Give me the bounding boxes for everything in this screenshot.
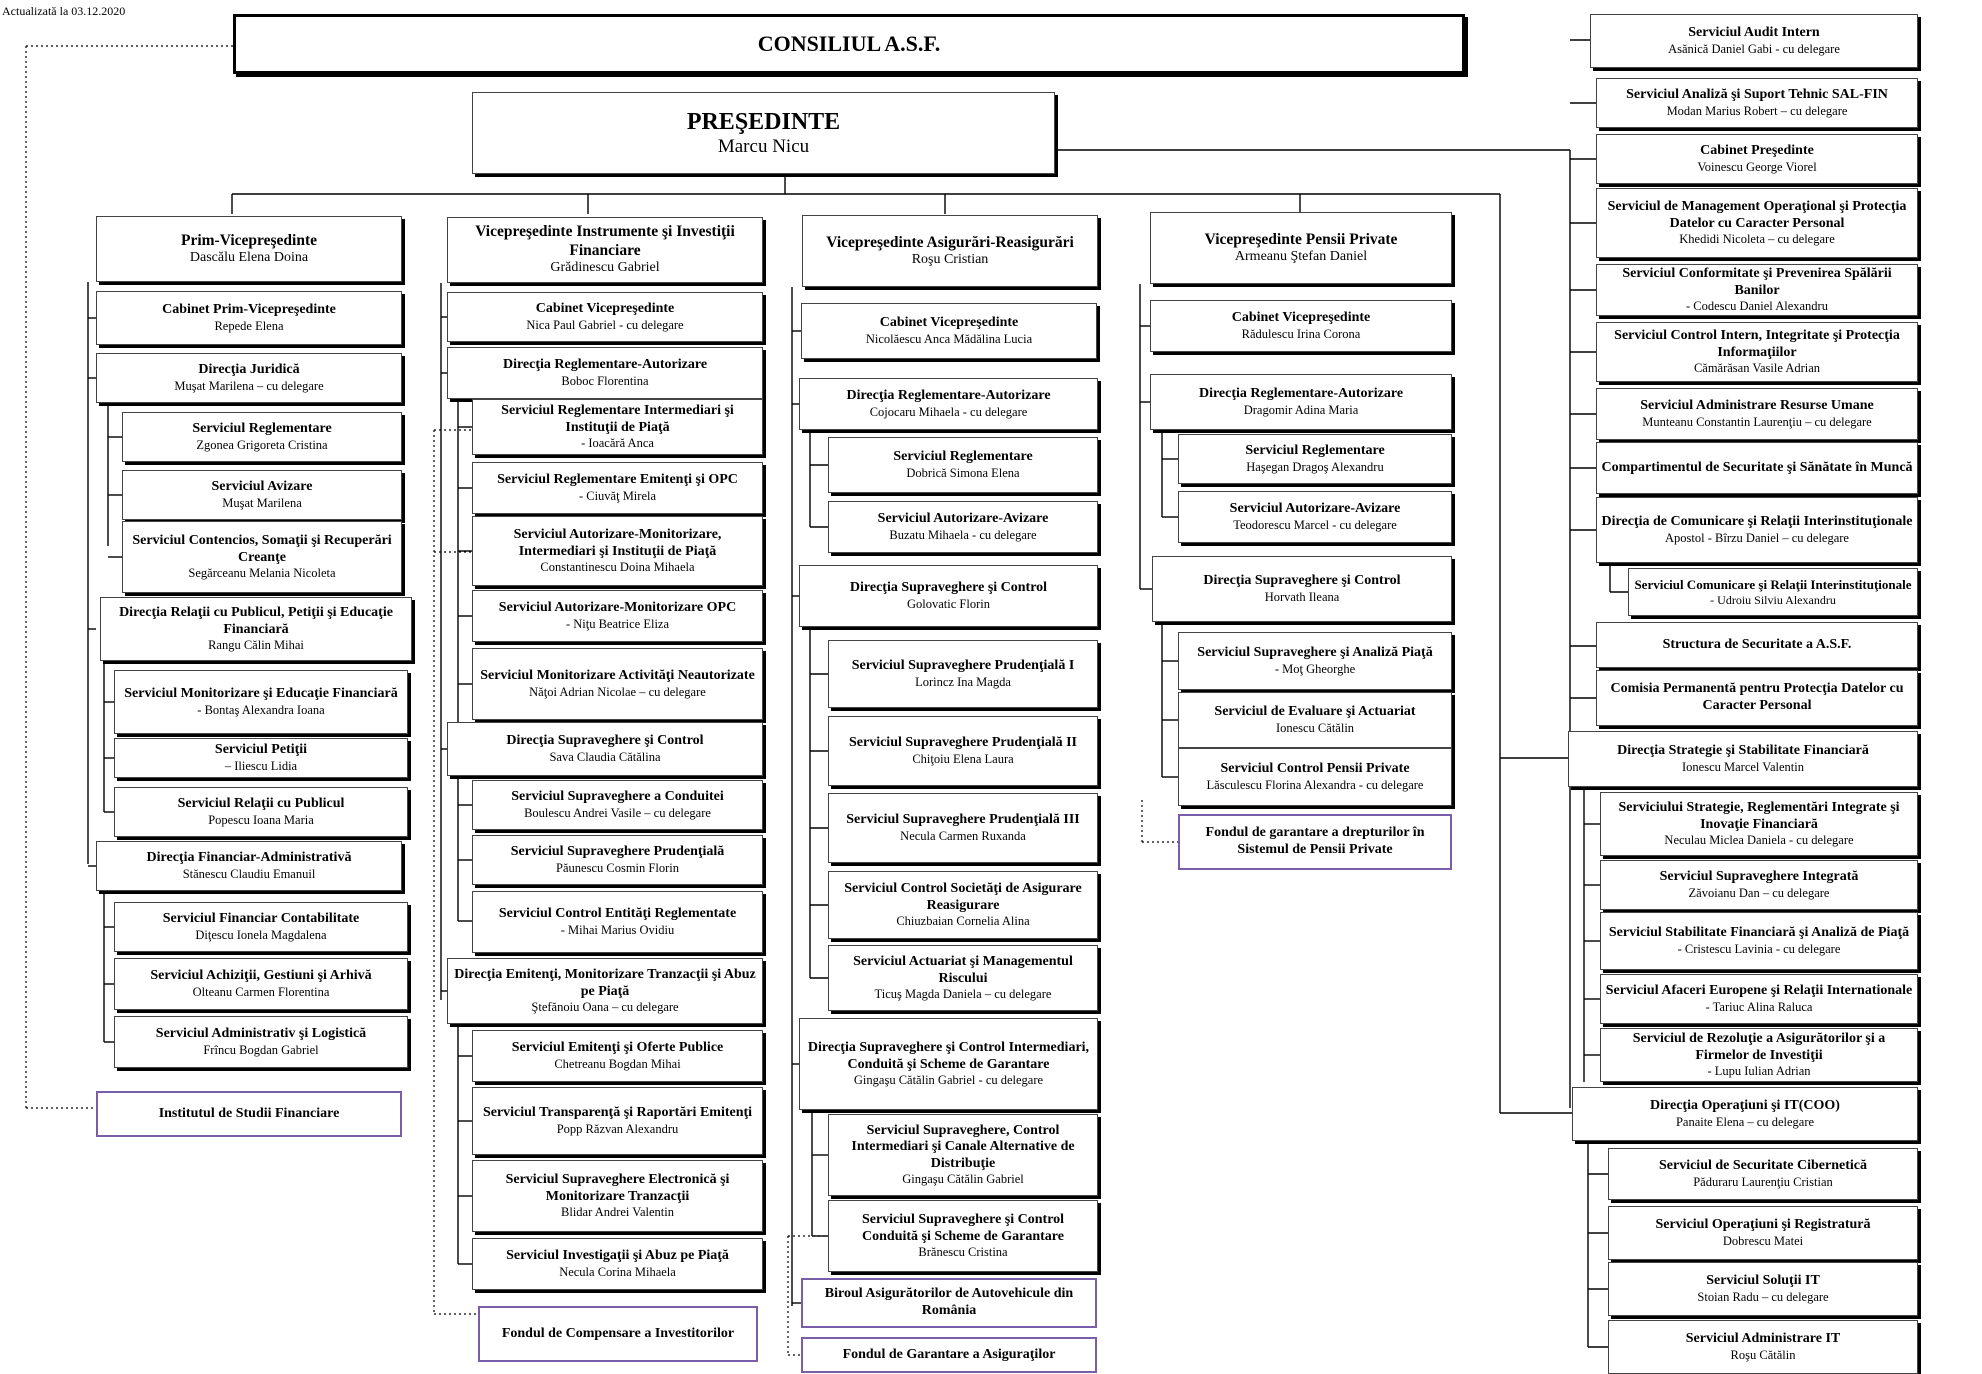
unit-head: Diţescu Ionela Magdalena: [195, 927, 327, 942]
unit-head: Ionescu Cătălin: [1275, 720, 1355, 735]
unit-head: Frîncu Bogdan Gabriel: [203, 1042, 319, 1057]
unit-title: Serviciul Actuariat şi Managementul Riscului: [853, 954, 1073, 986]
col1-unit-box: [96, 216, 402, 282]
unit-head: Dobrică Simona Elena: [906, 465, 1020, 480]
unit-head: Cojocaru Mihaela - cu delegare: [869, 404, 1028, 419]
unit-title: Serviciul Administrare IT: [1685, 1331, 1841, 1347]
unit-head: Năţoi Adrian Nicolae – cu delegare: [529, 684, 706, 699]
unit-head: Necula Carmen Ruxanda: [900, 828, 1026, 843]
unit-head: - Lupu Iulian Adrian: [1707, 1064, 1811, 1079]
unit-title: Direcţia Financiar-Administrativă: [146, 850, 352, 866]
unit-title: Fondul de Garantare a Asiguraţilor: [842, 1346, 1056, 1362]
unit-title: Comisia Permanentă pentru Protecţia Datelor cu Caracter Personal: [1610, 681, 1904, 713]
col2-unit-box: [472, 399, 763, 455]
col5-unit-box: [1596, 322, 1918, 382]
unit-head: Stănescu Claudiu Emanuil: [182, 866, 316, 881]
col4-unit-box: [1178, 748, 1452, 806]
unit-title: Serviciul Control Pensii Private: [1220, 761, 1410, 777]
unit-head: Panaite Elena – cu delegare: [1675, 1114, 1815, 1129]
unit-title: Serviciul Supraveghere a Conduitei: [511, 789, 724, 805]
unit-title: Serviciul Autorizare-Avizare: [877, 511, 1049, 527]
unit-head: - Moţ Gheorghe: [1274, 661, 1356, 676]
unit-title: Fondul de garantare a drepturilor în Sistemul de Pensii Private: [1205, 825, 1425, 857]
unit-title: Biroul Asigurătorilor de Autovehicule din România: [824, 1286, 1074, 1318]
unit-head: Păunescu Cosmin Florin: [556, 860, 679, 875]
col3-unit-box: [799, 565, 1098, 627]
unit-head: - Mihai Marius Ovidiu: [560, 922, 675, 937]
col3-unit-box: [828, 1200, 1098, 1272]
unit-head: Gingaşu Cătălin Gabriel: [902, 1172, 1024, 1187]
unit-head: - Ciuvăţ Mirela: [578, 488, 657, 503]
unit-head: Popp Răzvan Alexandru: [556, 1121, 679, 1136]
col5-unit-box: [1596, 188, 1918, 258]
unit-title: Cabinet Vicepreşedinte: [879, 315, 1019, 331]
col2-unit-box: [478, 1306, 758, 1362]
col5-unit-box: [1628, 568, 1918, 616]
unit-title: Direcţia de Comunicare şi Relaţii Interinstituţionale: [1601, 514, 1913, 530]
col1-unit-box: [114, 958, 408, 1010]
unit-head: Olteanu Carmen Florentina: [192, 984, 330, 999]
unit-title: Direcţia Reglementare-Autorizare: [1198, 386, 1404, 402]
unit-head: - Bontaş Alexandra Ioana: [197, 702, 325, 717]
unit-head: - Udroiu Silviu Alexandru: [1710, 592, 1836, 607]
unit-head: Dascălu Elena Doina: [189, 249, 309, 265]
col1-unit-box: [100, 597, 412, 661]
unit-title: Serviciul Control Societăţi de Asigurare Reasigurare: [844, 881, 1082, 913]
unit-head: Buzatu Mihaela - cu delegare: [889, 527, 1037, 542]
col1-unit-box: [114, 670, 408, 734]
col3-unit-box: [828, 793, 1098, 863]
unit-head: Voinescu George Viorel: [1697, 159, 1817, 174]
col2-unit-box: [472, 780, 763, 830]
col2-unit-box: [472, 1030, 763, 1082]
unit-title: Direcţia Operaţiuni şi IT(COO): [1650, 1098, 1840, 1114]
unit-head: Dobrescu Matei: [1722, 1233, 1804, 1248]
col1-unit-box: [122, 470, 402, 520]
col2-unit-box: [447, 217, 763, 283]
unit-head: Sava Claudia Cătălina: [549, 749, 661, 764]
unit-title: Serviciul Comunicare şi Relaţii Interinstituţionale: [1634, 577, 1912, 593]
unit-head: – Iliescu Lidia: [224, 758, 298, 773]
col2-unit-box: [472, 891, 763, 953]
unit-title: Serviciul Afaceri Europene şi Relaţii Internationale: [1605, 983, 1913, 999]
col5-unit-box: [1608, 1262, 1918, 1316]
col3-unit-box: [828, 437, 1098, 493]
unit-head: Horvath Ileana: [1264, 589, 1340, 604]
col2-unit-box: [447, 958, 763, 1024]
unit-title: Serviciul Supraveghere Prudenţială II: [848, 735, 1078, 751]
col3-unit-box: [828, 501, 1098, 553]
president-name: Marcu Nicu: [717, 135, 810, 157]
col3-unit-box: [828, 945, 1098, 1011]
col1-unit-box: [96, 841, 402, 891]
unit-head: Haşegan Dragoş Alexandru: [1246, 459, 1384, 474]
col4-unit-box: [1178, 632, 1452, 690]
unit-title: Direcţia Supraveghere şi Control: [1203, 573, 1401, 589]
unit-title: Serviciul Contencios, Somaţii şi Recuperări Creanţe: [132, 533, 392, 565]
unit-title: Serviciul Reglementare: [1245, 443, 1385, 459]
unit-head: Ionescu Marcel Valentin: [1682, 759, 1804, 774]
unit-title: Serviciul Soluţii IT: [1706, 1273, 1820, 1289]
col1-unit-box: [114, 738, 408, 778]
col5-unit-box: [1596, 134, 1918, 184]
col1-unit-box: [114, 902, 408, 952]
col3-unit-box: [828, 640, 1098, 708]
col5-unit-box: [1608, 1320, 1918, 1374]
unit-head: Cămărăsan Vasile Adrian: [1693, 361, 1821, 376]
unit-title: Serviciul Supraveghere Electronică şi Monitorizare Tranzacţii: [505, 1172, 730, 1204]
unit-title: Direcţia Reglementare-Autorizare: [502, 357, 708, 373]
col2-unit-box: [447, 292, 763, 342]
col5-unit-box: [1596, 670, 1918, 726]
unit-title: Direcţia Supraveghere şi Control Intermediari, Conduită şi Scheme de Garantare: [807, 1040, 1090, 1072]
unit-title: Compartimentul de Securitate şi Sănătate în Muncă: [1601, 459, 1913, 475]
col2-unit-box: [472, 1160, 763, 1232]
col5-unit-box: [1590, 14, 1918, 68]
unit-head: Constantinescu Doina Mihaela: [540, 560, 695, 575]
col2-unit-box: [472, 835, 763, 885]
unit-title: Serviciul Reglementare: [192, 421, 332, 437]
unit-title: Serviciul Autorizare-Monitorizare, Intermediari şi Instituţii de Piaţă: [513, 527, 722, 559]
unit-title: Serviciului Strategie, Reglementări Integrate şi Inovaţie Financiară: [1618, 800, 1900, 832]
unit-head: Roşu Cătălin: [1730, 1347, 1796, 1362]
president-title: PREŞEDINTE: [686, 108, 841, 135]
unit-title: Serviciul Financiar Contabilitate: [162, 911, 360, 927]
president-box: [472, 92, 1055, 174]
unit-head: Repede Elena: [214, 318, 284, 333]
unit-head: - Codescu Daniel Alexandru: [1686, 299, 1828, 314]
unit-title: Serviciul Reglementare Intermediari şi Instituţii de Piaţă: [501, 403, 734, 435]
unit-title: Direcţia Emitenţi, Monitorizare Tranzacţii şi Abuz pe Piaţă: [454, 967, 756, 999]
unit-title: Serviciul Supraveghere, Control Intermediari şi Canale Alternative de Distribuţie: [851, 1122, 1075, 1171]
col3-unit-box: [802, 215, 1098, 287]
col5-unit-box: [1596, 264, 1918, 316]
unit-head: Armeanu Ştefan Daniel: [1234, 248, 1368, 264]
unit-head: Grădinescu Gabriel: [550, 260, 660, 276]
col2-unit-box: [472, 648, 763, 720]
unit-title: Fondul de Compensare a Investitorilor: [501, 1325, 735, 1341]
unit-head: Muşat Marilena: [222, 495, 302, 510]
unit-title: Vicepreşedinte Pensii Private: [1204, 230, 1398, 248]
unit-title: Serviciul Analiză şi Suport Tehnic SAL-FIN: [1626, 87, 1888, 103]
unit-head: Chiţoiu Elena Laura: [912, 751, 1014, 766]
col2-unit-box: [472, 462, 763, 514]
unit-head: Stoian Radu – cu delegare: [1697, 1289, 1829, 1304]
unit-title: Serviciul Supraveghere Prudenţială I: [851, 658, 1075, 674]
col5-unit-box: [1596, 442, 1918, 494]
unit-head: Popescu Ioana Maria: [208, 812, 314, 827]
unit-title: Direcţia Supraveghere şi Control: [506, 733, 704, 749]
unit-title: Cabinet Prim-Vicepreşedinte: [162, 302, 336, 318]
unit-title: Serviciul de Management Operaţional şi Protecţia Datelor cu Caracter Personal: [1607, 199, 1907, 231]
unit-head: Boulescu Andrei Vasile – cu delegare: [524, 805, 711, 820]
unit-head: - Tariuc Alina Raluca: [1705, 999, 1813, 1014]
col4-unit-box: [1178, 434, 1452, 484]
col3-unit-box: [828, 716, 1098, 786]
col5-unit-box: [1596, 388, 1918, 440]
unit-title: Serviciul Achiziţii, Gestiuni şi Arhivă: [150, 968, 372, 984]
unit-head: Zgonea Grigoreta Cristina: [196, 437, 328, 452]
unit-title: Serviciul de Rezoluţie a Asigurătorilor şi a Firmelor de Investiţii: [1632, 1031, 1886, 1063]
unit-head: Zăvoianu Dan – cu delegare: [1688, 885, 1830, 900]
col4-unit-box: [1178, 692, 1452, 748]
unit-title: Serviciul Petiţii: [214, 742, 308, 758]
unit-head: Teodorescu Marcel - cu delegare: [1233, 517, 1397, 532]
unit-title: Serviciul Reglementare: [893, 449, 1033, 465]
unit-title: Serviciul Supraveghere Prudenţială: [510, 844, 725, 860]
unit-title: Serviciul Audit Intern: [1688, 25, 1820, 41]
col5-unit-box: [1568, 731, 1918, 787]
col5-unit-box: [1600, 912, 1918, 970]
unit-title: Serviciul Supraveghere Integrată: [1659, 869, 1859, 885]
col4-unit-box: [1150, 212, 1452, 284]
col3-unit-box: [801, 1278, 1097, 1328]
col2-unit-box: [447, 347, 763, 399]
col5-unit-box: [1596, 497, 1918, 563]
unit-head: Golovatic Florin: [907, 596, 990, 611]
unit-head: Asănică Daniel Gabi - cu delegare: [1668, 41, 1840, 56]
unit-title: Serviciul Operaţiuni şi Registratură: [1655, 1217, 1871, 1233]
unit-title: Cabinet Vicepreşedinte: [535, 301, 675, 317]
unit-title: Serviciul Monitorizare şi Educaţie Financiară: [124, 686, 398, 702]
col5-unit-box: [1600, 1028, 1918, 1082]
col5-unit-box: [1600, 860, 1918, 910]
col2-unit-box: [472, 590, 763, 642]
unit-title: Serviciul Administrativ şi Logistică: [155, 1026, 367, 1042]
col5-unit-box: [1608, 1206, 1918, 1260]
col1-unit-box: [96, 1091, 402, 1137]
unit-head: Boboc Florentina: [561, 373, 649, 388]
unit-title: Serviciul Emitenţi şi Oferte Publice: [511, 1040, 724, 1056]
unit-head: Modan Marius Robert – cu delegare: [1666, 103, 1848, 118]
unit-head: Khedidi Nicoleta – cu delegare: [1679, 232, 1835, 247]
unit-title: Serviciul Conformitate şi Prevenirea Spălării Banilor: [1622, 266, 1892, 298]
unit-title: Serviciul Transparenţă şi Raportări Emitenţi: [482, 1105, 753, 1121]
unit-head: Dragomir Adina Maria: [1243, 402, 1359, 417]
unit-head: - Ioacără Anca: [581, 436, 654, 451]
council-box: [233, 14, 1465, 74]
unit-head: Păduraru Laurenţiu Cristian: [1693, 1174, 1833, 1189]
unit-head: Ştefănoiu Oana – cu delegare: [531, 1000, 679, 1015]
unit-head: Nicolăescu Anca Mădălina Lucia: [865, 331, 1033, 346]
unit-head: Rădulescu Irina Corona: [1241, 326, 1361, 341]
col2-unit-box: [472, 516, 763, 586]
unit-head: Brănescu Cristina: [918, 1245, 1008, 1260]
col5-unit-box: [1608, 1148, 1918, 1200]
unit-head: Apostol - Bîrzu Daniel – cu delegare: [1665, 530, 1849, 545]
col3-unit-box: [801, 1337, 1097, 1373]
unit-title: Direcţia Supraveghere şi Control: [849, 580, 1048, 596]
col2-unit-box: [472, 1238, 763, 1290]
col4-unit-box: [1150, 374, 1452, 430]
unit-title: Serviciul Control Intern, Integritate şi Protecţia Informaţiilor: [1614, 328, 1900, 360]
unit-head: Gingaşu Cătălin Gabriel - cu delegare: [853, 1073, 1044, 1088]
col3-unit-box: [828, 1114, 1098, 1196]
col3-unit-box: [799, 1018, 1098, 1110]
unit-title: Serviciul Supraveghere Prudenţială III: [846, 812, 1080, 828]
col4-unit-box: [1178, 814, 1452, 870]
col1-unit-box: [96, 353, 402, 403]
unit-head: Roşu Cristian: [911, 251, 989, 267]
unit-title: Structura de Securitate a A.S.F.: [1662, 636, 1852, 652]
col1-unit-box: [122, 521, 402, 593]
unit-title: Serviciul Stabilitate Financiară şi Analiză de Piaţă: [1608, 925, 1910, 941]
unit-title: Serviciul Autorizare-Monitorizare OPC: [498, 600, 737, 616]
unit-title: Serviciul Supraveghere şi Analiză Piaţă: [1197, 645, 1433, 661]
unit-title: Serviciul Control Entităţi Reglementate: [498, 906, 737, 922]
col4-unit-box: [1178, 491, 1452, 543]
unit-head: Chiuzbaian Cornelia Alina: [896, 914, 1030, 929]
unit-head: Munteanu Constantin Laurenţiu – cu delegare: [1642, 414, 1872, 429]
col1-unit-box: [122, 412, 402, 462]
unit-title: Direcţia Strategie şi Stabilitate Financiară: [1617, 743, 1869, 759]
unit-title: Cabinet Vicepreşedinte: [1231, 310, 1371, 326]
col5-unit-box: [1600, 792, 1918, 856]
council-title: CONSILIUL A.S.F.: [757, 31, 941, 57]
col5-unit-box: [1596, 78, 1918, 128]
col3-unit-box: [799, 378, 1098, 430]
col1-unit-box: [96, 291, 402, 345]
col2-unit-box: [447, 722, 763, 776]
col4-unit-box: [1152, 556, 1452, 622]
col2-unit-box: [472, 1087, 763, 1155]
unit-title: Serviciul de Securitate Cibernetică: [1658, 1158, 1867, 1174]
col1-unit-box: [114, 787, 408, 837]
unit-title: Serviciul Administrare Resurse Umane: [1640, 398, 1874, 414]
unit-head: Neculau Miclea Daniela - cu delegare: [1664, 833, 1854, 848]
unit-title: Direcţia Relaţii cu Publicul, Petiţii şi Educaţie Financiară: [119, 605, 393, 637]
unit-head: Muşat Marilena – cu delegare: [174, 378, 324, 393]
updated-date: Actualizată la 03.12.2020: [2, 4, 126, 18]
unit-title: Serviciul Supraveghere şi Control Conduită şi Scheme de Garantare: [861, 1212, 1065, 1244]
unit-head: Rangu Călin Mihai: [208, 638, 304, 653]
unit-head: Blidar Andrei Valentin: [561, 1205, 674, 1220]
col5-unit-box: [1596, 622, 1918, 668]
unit-head: - Niţu Beatrice Eliza: [565, 616, 670, 631]
unit-title: Serviciul Monitorizare Activităţi Neautorizate: [480, 668, 755, 684]
unit-title: Direcţia Juridică: [198, 362, 300, 378]
unit-title: Serviciul Autorizare-Avizare: [1229, 501, 1401, 517]
unit-head: Lorincz Ina Magda: [915, 674, 1011, 689]
unit-head: Necula Corina Mihaela: [559, 1264, 676, 1279]
unit-title: Direcţia Reglementare-Autorizare: [846, 388, 1051, 404]
unit-title: Serviciul Investigaţii şi Abuz pe Piaţă: [506, 1248, 729, 1264]
col4-unit-box: [1150, 300, 1452, 352]
unit-title: Cabinet Preşedinte: [1700, 143, 1814, 159]
unit-head: Lăsculescu Florina Alexandra - cu delegare: [1206, 777, 1424, 792]
unit-title: Vicepreşedinte Asigurări-Reasigurări: [826, 233, 1074, 251]
unit-head: - Cristescu Lavinia - cu delegare: [1677, 941, 1841, 956]
unit-title: Serviciul Reglementare Emitenţi şi OPC: [497, 472, 738, 488]
unit-title: Institutul de Studii Financiare: [158, 1105, 340, 1121]
col5-unit-box: [1600, 974, 1918, 1024]
unit-head: Ticuş Magda Daniela – cu delegare: [874, 987, 1052, 1002]
col3-unit-box: [801, 303, 1097, 359]
unit-title: Serviciul Avizare: [211, 479, 313, 495]
col3-unit-box: [828, 871, 1098, 939]
unit-title: Serviciul de Evaluare şi Actuariat: [1214, 704, 1416, 720]
unit-title: Prim-Vicepreşedinte: [180, 231, 317, 249]
col5-unit-box: [1572, 1087, 1918, 1141]
unit-head: Segărceanu Melania Nicoleta: [188, 566, 336, 581]
unit-head: Nica Paul Gabriel - cu delegare: [526, 317, 684, 332]
unit-head: Chetreanu Bogdan Mihai: [554, 1056, 681, 1071]
col1-unit-box: [114, 1016, 408, 1068]
unit-title: Vicepreşedinte Instrumente şi Investiţii Financiare: [475, 223, 735, 259]
unit-title: Serviciul Relaţii cu Publicul: [177, 796, 345, 812]
